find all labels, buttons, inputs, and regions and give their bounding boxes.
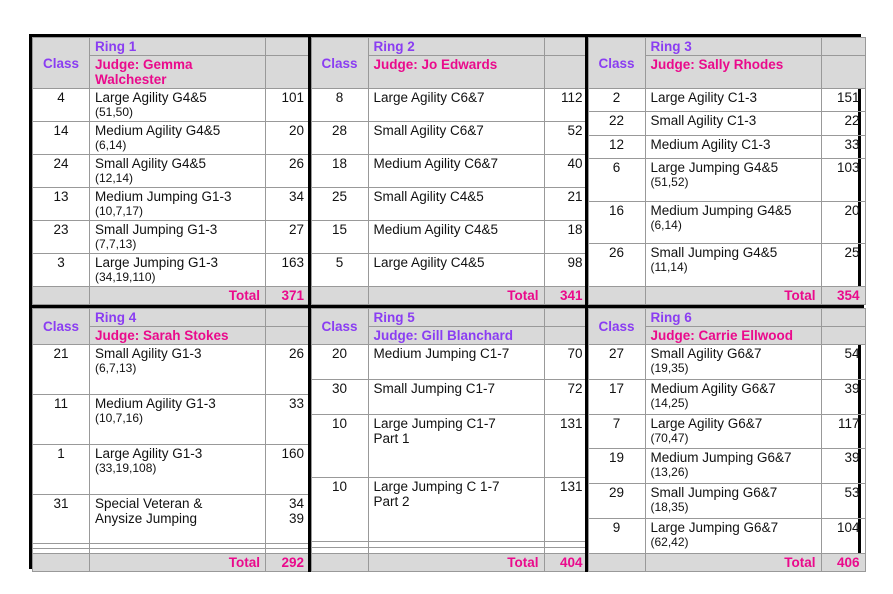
entry-count: 98 [567,255,583,270]
entry-breakdown: (14,25) [650,395,689,410]
header-blank-cell [821,38,865,56]
table-row [588,158,865,201]
ring-name: Ring 6 [645,309,821,327]
table-row [588,201,865,244]
class-number: 10 [311,478,368,542]
entry-count-cell [544,188,588,221]
ring-name: Ring 2 [368,38,544,56]
entry-count-cell [544,414,588,478]
entry-count: 54 [844,346,860,361]
class-name-cell [645,518,821,553]
class-name: Large Agility G4&5 [95,90,207,105]
class-name-cell [368,188,544,221]
total-label: Total [645,553,821,571]
class-name: Small Jumping G1-3 [95,222,218,237]
class-name-cell [368,89,544,122]
class-name-cell [90,444,266,494]
class-number: 10 [311,414,368,478]
ring-table [588,37,866,305]
class-name: Small Agility G6&7 [650,346,762,361]
table-row [33,254,310,287]
entry-count-cell [266,122,310,155]
ring-table [32,308,310,572]
class-name-cell [645,112,821,135]
class-name: Special Veteran & [95,495,203,511]
entry-count: 26 [288,346,304,361]
entry-count: 34 [288,495,304,511]
ring-table [588,308,866,572]
header-blank-cell [544,38,588,56]
total-value: 341 [544,287,588,305]
entry-count-cell [821,112,865,135]
class-name-cell [368,254,544,287]
entry-count: 131 [559,415,583,431]
class-column-header: Class [311,38,368,89]
ring-panel-1 [32,37,309,307]
entry-count: 27 [288,222,304,237]
header-blank-cell [266,309,310,327]
entry-count: 117 [837,415,860,431]
entry-breakdown: (51,50) [95,105,134,119]
class-name: Large Jumping C 1-7 [373,479,500,495]
judge-name: Judge: Gill Blanchard [368,327,544,345]
class-name: Medium Agility G6&7 [650,380,776,396]
class-name-cell [90,345,266,395]
total-row [588,553,865,571]
total-value: 371 [266,287,310,305]
table-row [311,254,588,287]
entry-count: 33 [844,136,860,152]
entry-breakdown: (19,35) [650,361,689,375]
header-blank-cell [821,327,865,345]
class-name-cell [645,379,821,414]
class-name-cell [645,135,821,158]
total-label: Total [90,553,266,571]
class-number: 31 [33,494,90,544]
ring-panel-3 [586,37,864,307]
class-name-cell [645,244,821,287]
class-number: 21 [33,345,90,395]
total-label: Total [90,287,266,305]
header-blank-cell [266,327,310,345]
entry-count: 103 [836,159,860,175]
class-number: 14 [33,122,90,155]
class-number: 23 [33,221,90,254]
table-row [33,89,310,122]
class-name-cell [645,484,821,519]
class-name: Medium Jumping G1-3 [95,189,232,204]
header-blank-cell [266,56,310,89]
entry-count-line2: 39 [288,510,304,526]
class-name: Small Jumping C1-7 [373,380,496,396]
entry-breakdown: (33,19,108) [95,460,157,475]
class-column-header: Class [33,38,90,89]
entry-count: 112 [560,90,583,105]
entry-count-cell [266,254,310,287]
judge-name: Judge: Jo Edwards [368,56,544,89]
class-name-cell [90,122,266,155]
entry-count-cell [544,254,588,287]
entry-count: 70 [567,346,583,361]
entry-count: 151 [836,90,860,105]
table-row [311,221,588,254]
entry-count-cell [821,89,865,112]
entry-breakdown: (6,14) [650,217,682,232]
class-name: Medium Agility C4&5 [373,222,499,237]
entry-count: 101 [281,90,304,105]
entry-count-cell [266,494,310,544]
total-blank-cell [33,553,90,571]
entry-breakdown: (12,14) [95,171,134,185]
ring-panel-5 [309,307,586,572]
class-name: Medium Agility G4&5 [95,123,221,138]
entry-count-cell [821,158,865,201]
table-row [588,414,865,449]
entry-count: 53 [844,485,860,500]
entry-breakdown: (18,35) [650,500,689,514]
class-number: 1 [33,444,90,494]
class-name: Small Jumping G6&7 [650,485,778,500]
total-blank-cell [33,287,90,305]
class-number: 2 [588,89,645,112]
entry-count-cell [544,478,588,542]
entry-count-cell [821,244,865,287]
ring-table [32,37,310,305]
class-name: Small Agility C4&5 [373,189,484,204]
class-number: 4 [33,89,90,122]
class-number: 7 [588,414,645,449]
class-name-cell [90,155,266,188]
class-number: 28 [311,122,368,155]
class-number: 18 [311,155,368,188]
class-name-cell [368,155,544,188]
class-name: Medium Agility C1-3 [650,136,771,152]
total-label: Total [368,553,544,571]
class-number: 24 [33,155,90,188]
entry-count-cell [266,188,310,221]
class-name-line2: Part 2 [373,494,410,510]
entry-count-cell [821,201,865,244]
class-number: 3 [33,254,90,287]
class-name-cell [645,414,821,449]
class-name: Small Agility G1-3 [95,346,202,361]
total-blank-cell [588,553,645,571]
table-row [33,221,310,254]
entry-count-cell [544,122,588,155]
class-name-cell [90,494,266,544]
entry-breakdown: (70,47) [650,430,689,445]
entry-count: 104 [836,519,860,535]
entry-count: 163 [281,255,304,270]
table-row [33,394,310,444]
class-number: 13 [33,188,90,221]
entry-count-cell [266,89,310,122]
table-row [311,122,588,155]
class-number: 8 [311,89,368,122]
class-name: Large Jumping G1-3 [95,255,219,270]
entry-count-cell [266,345,310,395]
entry-breakdown: (62,42) [650,534,689,549]
entry-count-cell [821,414,865,449]
entry-count-cell [821,449,865,484]
class-name-cell [90,188,266,221]
class-name: Large Jumping C1-7 [373,415,496,431]
ring-name: Ring 1 [90,38,266,56]
ring-panel-2 [309,37,586,307]
entry-breakdown: (6,14) [95,138,127,152]
ring-table [311,308,589,572]
total-value: 354 [821,287,865,305]
class-name-cell [645,89,821,112]
total-blank-cell [311,553,368,571]
table-row [588,135,865,158]
class-name: Large Agility G1-3 [95,445,203,461]
class-number: 26 [588,244,645,287]
class-number: 9 [588,518,645,553]
entry-count: 52 [567,123,583,138]
class-name-cell [368,122,544,155]
header-blank-cell [544,327,588,345]
class-name-cell [645,201,821,244]
class-name-cell [645,345,821,380]
entry-breakdown: (13,26) [650,465,689,480]
class-number: 30 [311,379,368,414]
entry-count-cell [266,221,310,254]
header-blank-cell [544,56,588,89]
entry-breakdown: (11,14) [650,260,688,275]
entry-count-cell [821,345,865,380]
entry-breakdown: (6,7,13) [95,361,137,375]
total-row [311,287,588,305]
class-name: Medium Jumping G6&7 [650,450,792,466]
entry-count: 34 [288,189,304,204]
class-number: 15 [311,221,368,254]
ring-panel-6 [586,307,864,572]
class-number: 5 [311,254,368,287]
table-row [33,155,310,188]
table-row [588,89,865,112]
class-name-cell [368,345,544,380]
class-name: Small Agility G4&5 [95,156,207,171]
table-row [33,345,310,395]
table-row [33,444,310,494]
class-name: Small Agility C1-3 [650,113,757,129]
judge-name: Judge: Carrie Ellwood [645,327,821,345]
class-column-header: Class [311,309,368,345]
table-row [588,379,865,414]
class-name: Large Agility G6&7 [650,415,763,431]
entry-count: 160 [281,445,304,461]
entry-breakdown: (10,7,16) [95,410,144,425]
entry-count: 39 [844,380,860,396]
class-name: Small Jumping G4&5 [650,245,778,261]
entry-breakdown: (7,7,13) [95,237,137,251]
total-row [33,287,310,305]
entry-count-cell [544,345,588,380]
entry-count: 40 [567,156,583,171]
entry-count-cell [544,155,588,188]
ring-schedule-sheet [29,34,861,569]
class-name-cell [368,221,544,254]
entry-count: 22 [844,113,860,129]
rings-grid [32,37,864,572]
table-row [33,494,310,544]
table-row [33,188,310,221]
entry-count: 26 [288,156,304,171]
judge-name: Judge: Gemma Walchester [90,56,266,89]
table-row [33,122,310,155]
table-row [311,379,588,414]
table-row [588,449,865,484]
class-name-cell [90,394,266,444]
class-column-header: Class [588,309,645,345]
total-label: Total [368,287,544,305]
entry-count-cell [544,221,588,254]
table-row [588,345,865,380]
ring-name: Ring 4 [90,309,266,327]
table-row [588,518,865,553]
ring-panel-4 [32,307,309,572]
judge-name: Judge: Sally Rhodes [645,56,821,89]
entry-breakdown: (34,19,110) [95,270,156,284]
entry-count-cell [821,518,865,553]
entry-count-cell [821,135,865,158]
class-name-line2: Part 1 [373,430,410,446]
total-value: 404 [544,553,588,571]
entry-count: 18 [567,222,583,237]
ring-name: Ring 3 [645,38,821,56]
header-blank-cell [544,309,588,327]
entry-count-cell [266,394,310,444]
table-row [311,345,588,380]
class-number: 25 [311,188,368,221]
entry-count: 72 [567,380,583,396]
class-name: Large Agility C4&5 [373,255,485,270]
entry-count-cell [266,155,310,188]
class-name-cell [368,379,544,414]
entry-count-cell [266,444,310,494]
class-column-header: Class [588,38,645,89]
entry-breakdown: (10,7,17) [95,204,144,218]
table-row [588,484,865,519]
table-row [311,188,588,221]
class-name: Large Jumping G4&5 [650,159,779,175]
class-name: Medium Jumping G4&5 [650,202,792,218]
table-row [311,478,588,542]
class-number: 12 [588,135,645,158]
class-name-cell [368,478,544,542]
class-number: 17 [588,379,645,414]
entry-count: 25 [844,245,860,261]
total-blank-cell [311,287,368,305]
class-name-cell [645,158,821,201]
class-number: 27 [588,345,645,380]
header-blank-cell [821,309,865,327]
class-number: 16 [588,201,645,244]
class-number: 22 [588,112,645,135]
class-name-cell [90,221,266,254]
class-name: Medium Agility C6&7 [373,156,499,171]
ring-name: Ring 5 [368,309,544,327]
table-row [588,112,865,135]
ring-table [311,37,589,305]
entry-count-cell [821,379,865,414]
entry-count: 20 [844,202,860,218]
class-name-cell [645,449,821,484]
entry-breakdown: (51,52) [650,174,689,189]
class-number: 11 [33,394,90,444]
class-name: Large Agility C1-3 [650,90,758,105]
class-number: 29 [588,484,645,519]
class-name-cell [368,414,544,478]
class-name: Large Jumping G6&7 [650,519,779,535]
class-name-cell [90,254,266,287]
entry-count-cell [544,89,588,122]
total-row [311,553,588,571]
entry-count: 20 [288,123,304,138]
class-name: Large Agility C6&7 [373,90,485,105]
class-name: Small Agility C6&7 [373,123,484,138]
class-name-cell [90,89,266,122]
class-name-line2: Anysize Jumping [95,510,198,526]
class-number: 20 [311,345,368,380]
header-blank-cell [821,56,865,89]
entry-count: 33 [288,395,304,411]
class-name: Medium Jumping C1-7 [373,346,510,361]
entry-count: 21 [567,189,583,204]
header-blank-cell [266,38,310,56]
judge-name: Judge: Sarah Stokes [90,327,266,345]
entry-count-cell [544,379,588,414]
table-row [311,89,588,122]
class-number: 19 [588,449,645,484]
total-row [33,553,310,571]
class-column-header: Class [33,309,90,345]
total-label: Total [645,287,821,305]
entry-count: 131 [559,479,583,495]
table-row [311,155,588,188]
total-value: 406 [821,553,865,571]
table-row [311,414,588,478]
class-number: 6 [588,158,645,201]
class-name: Medium Agility G1-3 [95,395,216,411]
table-row [588,244,865,287]
total-row [588,287,865,305]
entry-count-cell [821,484,865,519]
total-blank-cell [588,287,645,305]
entry-count: 39 [844,450,860,466]
total-value: 292 [266,553,310,571]
